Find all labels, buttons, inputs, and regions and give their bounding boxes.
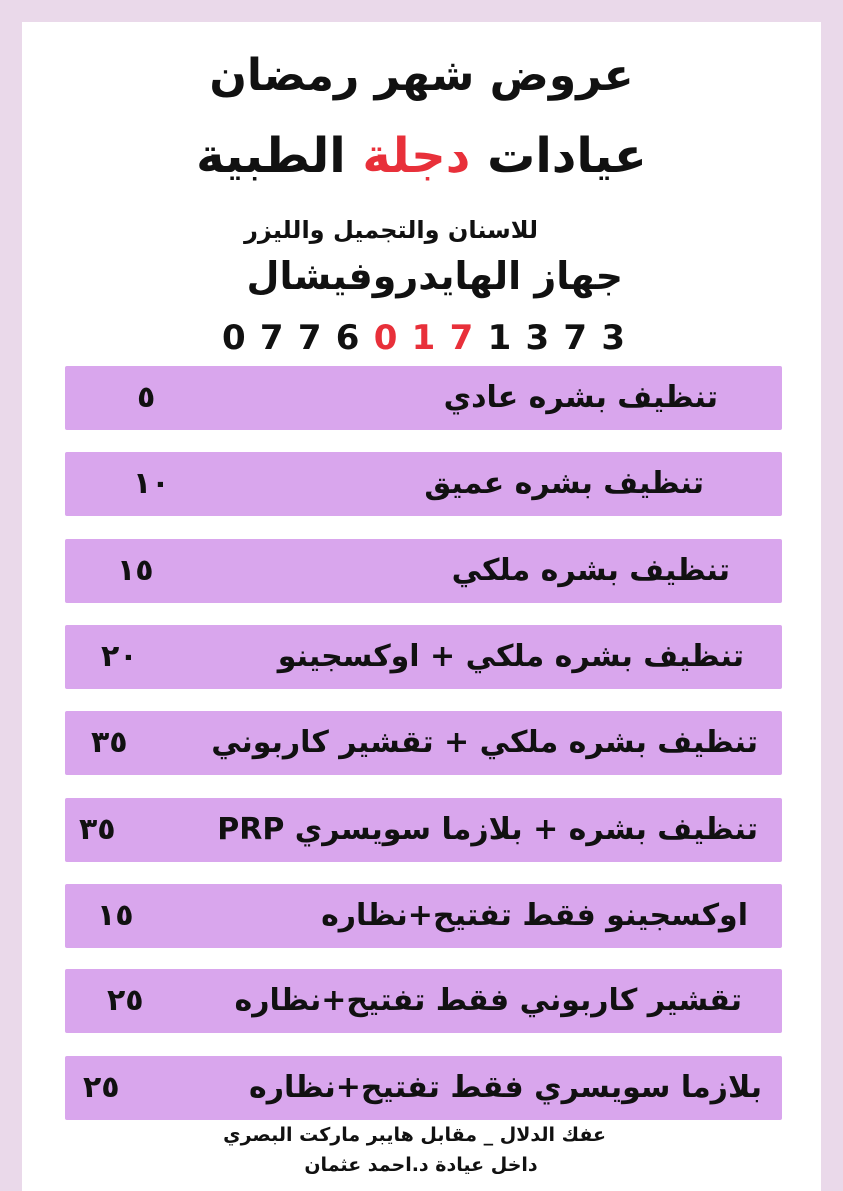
offer-price: ٥: [137, 380, 156, 415]
offer-row: [65, 539, 782, 603]
clinic-name-suffix: الطبية: [196, 128, 346, 184]
offer-row: [65, 969, 782, 1033]
phone-part-3: 1373: [487, 318, 640, 358]
offer-name: تنظيف بشره ملكي + تقشير كاربوني: [211, 725, 758, 760]
clinic-name-prefix: عيادات: [487, 128, 647, 184]
phone-number: [222, 318, 639, 358]
offer-price: ١٥: [117, 553, 154, 588]
offer-row: [65, 625, 782, 689]
offer-name: تنظيف بشره + بلازما سويسري PRP: [217, 812, 758, 847]
offer-name: تنظيف بشره ملكي + اوكسجينو: [277, 639, 744, 674]
offer-row: [65, 1056, 782, 1120]
flyer-title: عروض شهر رمضان: [209, 50, 634, 101]
offer-name: اوكسجينو فقط تفتيح+نظاره: [321, 898, 748, 933]
clinic-name-highlight: دجلة: [362, 128, 471, 184]
phone-part-1: 0776: [222, 318, 374, 358]
offer-row: [65, 711, 782, 775]
device-name: جهاز الهايدروفيشال: [246, 254, 623, 298]
address-line-1: عفك الدلال _ مقابل هايبر ماركت البصري: [223, 1124, 606, 1146]
offer-price: ٢٠: [101, 639, 138, 674]
offer-row: [65, 366, 782, 430]
clinic-name: [0, 128, 843, 184]
phone-part-2: 017: [373, 318, 488, 358]
offer-name: تنظيف بشره عادي: [443, 380, 718, 415]
offer-price: ١٠: [133, 466, 170, 501]
address-line-2: داخل عيادة د.احمد عثمان: [304, 1154, 538, 1176]
offer-price: ١٥: [97, 898, 134, 933]
offer-name: تنظيف بشره ملكي: [451, 553, 730, 588]
clinic-specialties: للاسنان والتجميل والليزر: [244, 216, 538, 244]
offer-price: ٣٥: [91, 725, 128, 760]
offer-name: بلازما سويسري فقط تفتيح+نظاره: [249, 1070, 762, 1105]
offer-price: ٢٥: [83, 1070, 120, 1105]
offer-price: ٣٥: [79, 812, 116, 847]
offer-row: [65, 798, 782, 862]
offer-row: [65, 884, 782, 948]
offer-name: تنظيف بشره عميق: [424, 466, 704, 501]
offer-price: ٢٥: [107, 983, 144, 1018]
offer-name: تقشير كاربوني فقط تفتيح+نظاره: [234, 983, 742, 1018]
offer-row: [65, 452, 782, 516]
